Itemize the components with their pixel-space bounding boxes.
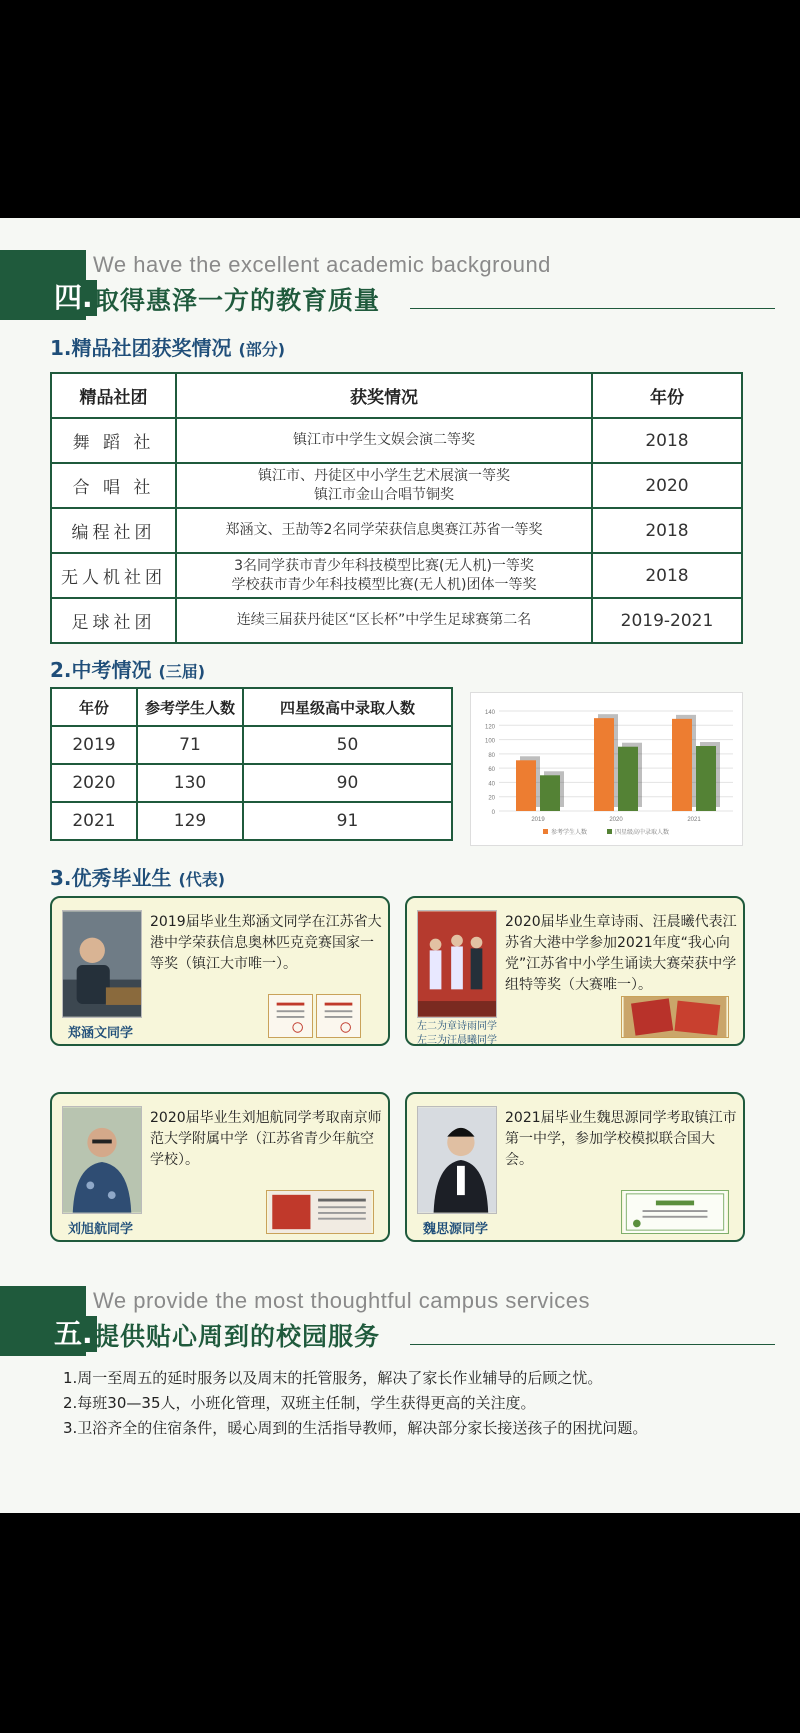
graduate-description: 2020届毕业生刘旭航同学考取南京师范大学附属中学（江苏省青少年航空学校）。 [150,1110,382,1168]
exam-chart [470,692,743,846]
section5-header [0,1286,800,1356]
section5-english: We provide the most thoughtful campus services [93,1288,591,1313]
list-item: 3.卫浴齐全的住宿条件，暖心周到的生活指导教师，解决部分家长接送孩子的困扰问题。 [63,1419,648,1437]
graduate-name: 魏思源同学 [423,1222,489,1237]
club-award: 镇江市、丹徒区中小学生艺术展演一等奖 镇江市金山合唱节铜奖 [176,463,592,508]
exam-year: 2020 [51,764,137,802]
certificate-image [621,1190,729,1234]
club-award: 镇江市中学生文娱会演二等奖 [176,418,592,463]
bar [672,719,692,811]
certificate-image [268,994,313,1038]
graduate-description: 2019届毕业生郑涵文同学在江苏省大港中学荣获信息奥林匹克竞赛国家一等奖（镇江大市唯一）。 [150,914,382,972]
page [0,218,800,1513]
club-award: 郑涵文、王劼等2名同学荣获信息奥赛江苏省一等奖 [176,508,592,553]
section4-number: 四. [50,280,97,316]
legend-swatch [543,829,548,834]
certificate-image [316,994,361,1038]
exam-students: 129 [137,802,243,840]
section5-number: 五. [50,1316,97,1352]
club-award: 连续三届获丹徒区“区长杯”中学生足球赛第二名 [176,598,592,643]
table-row [51,802,452,840]
y-tick-label: 20 [488,795,495,802]
exam-table [50,687,453,841]
exam-admitted: 90 [243,764,452,802]
legend-swatch [607,829,612,834]
graduate-name: 刘旭航同学 [68,1222,134,1237]
legend-label: 四星级高中录取人数 [615,829,670,836]
services-list [63,1366,647,1441]
legend-label: 参考学生人数 [551,829,588,836]
club-name: 无人机社团 [51,553,176,598]
club-award: 3名同学获市青少年科技模型比赛(无人机)一等奖 学校获市青少年科技模型比赛(无人机)团体一等奖 [176,553,592,598]
x-tick-label: 2019 [531,817,545,823]
bar [696,746,716,811]
club-year: 2018 [592,508,742,553]
table-header-row [51,373,742,418]
table-header: 年份 [51,688,137,726]
table-header: 获奖情况 [176,373,592,418]
graduate-photo [417,1106,497,1214]
photo-caption: 左三为汪晨曦同学 [417,1035,497,1046]
graduate-card [405,896,745,1046]
table-row [51,553,742,598]
table-row [51,463,742,508]
table-header: 四星级高中录取人数 [243,688,452,726]
y-tick-label: 80 [488,752,495,759]
section4-divider [410,308,775,309]
section4-title: 取得惠泽一方的教育质量 [94,286,381,315]
bar [516,760,536,811]
graduate-description: 2021届毕业生魏思源同学考取镇江市第一中学，参加学校模拟联合国大会。 [505,1110,737,1168]
bar [618,747,638,811]
graduate-photo [417,910,497,1018]
club-name: 舞 蹈 社 [51,418,176,463]
club-name: 合 唱 社 [51,463,176,508]
y-tick-label: 140 [484,710,495,716]
exam-students: 71 [137,726,243,764]
table-row [51,418,742,463]
y-tick-label: 100 [484,738,495,745]
club-name: 足球社团 [51,598,176,643]
table-row [51,508,742,553]
table-header: 精品社团 [51,373,176,418]
graduate-card [405,1092,745,1242]
section4-header [0,250,800,320]
table-header: 年份 [592,373,742,418]
graduate-photo [62,1106,142,1214]
y-tick-label: 0 [491,810,495,816]
exam-admitted: 91 [243,802,452,840]
graduate-name: 郑涵文同学 [68,1026,134,1041]
club-year: 2018 [592,418,742,463]
bar [540,775,560,811]
graduates-heading: 3.优秀毕业生 (代表) [50,866,226,890]
clubs-heading: 1.精品社团获奖情况 (部分) [50,336,286,360]
exam-heading: 2.中考情况 (三届) [50,658,206,682]
clubs-table [50,372,743,644]
certificate-image [266,1190,374,1234]
exam-year: 2021 [51,802,137,840]
list-item: 1.周一至周五的延时服务以及周末的托管服务，解决了家长作业辅导的后顾之忧。 [63,1369,603,1387]
exam-chart-svg [471,693,744,847]
section5-title: 提供贴心周到的校园服务 [94,1322,381,1351]
exam-students: 130 [137,764,243,802]
y-tick-label: 40 [488,781,495,788]
graduate-photo [62,910,142,1018]
graduate-card [50,1092,390,1242]
section5-divider [410,1344,775,1345]
table-header: 参考学生人数 [137,688,243,726]
table-row [51,764,452,802]
photo-caption: 左二为章诗雨同学 [417,1021,497,1032]
club-name: 编程社团 [51,508,176,553]
x-tick-label: 2021 [687,817,701,823]
certificate-image [621,996,729,1038]
bar [594,718,614,811]
graduate-description: 2020届毕业生章诗雨、汪晨曦代表江苏省大港中学参加2021年度“我心向党”江苏省中小学生诵读大赛荣获中学组特等奖（大赛唯一）。 [505,914,737,993]
club-year: 2019-2021 [592,598,742,643]
table-row [51,598,742,643]
graduate-card [50,896,390,1046]
y-tick-label: 120 [484,724,495,731]
section4-english: We have the excellent academic background [93,252,551,277]
y-tick-label: 60 [488,767,495,774]
club-year: 2020 [592,463,742,508]
table-header-row [51,688,452,726]
exam-year: 2019 [51,726,137,764]
exam-admitted: 50 [243,726,452,764]
table-row [51,726,452,764]
x-tick-label: 2020 [609,817,623,823]
list-item: 2.每班30—35人，小班化管理，双班主任制，学生获得更高的关注度。 [63,1394,536,1412]
club-year: 2018 [592,553,742,598]
